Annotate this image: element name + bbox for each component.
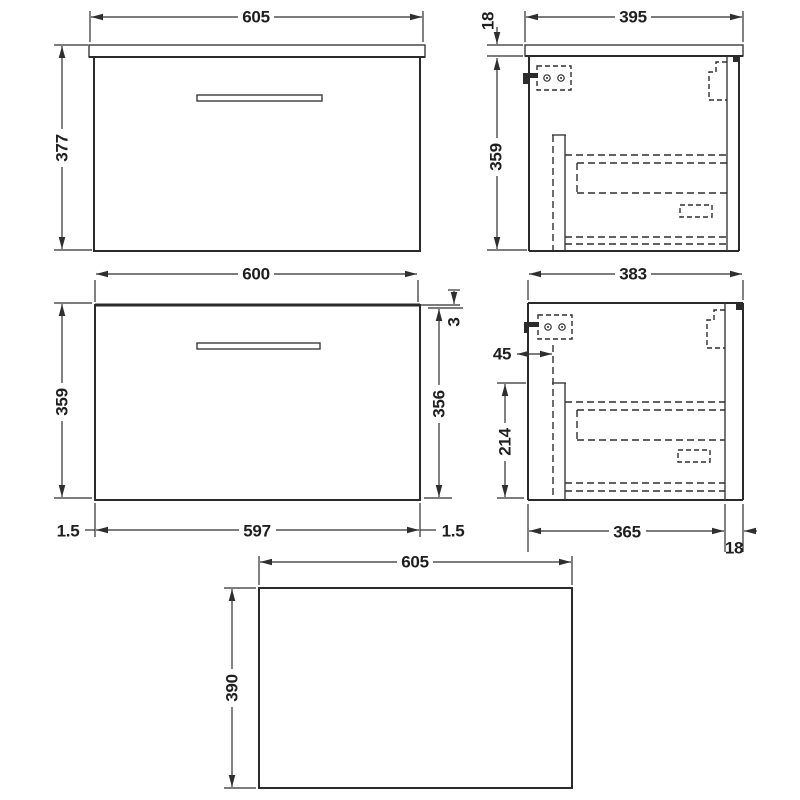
dim-label-front-panel-thickness: 18 xyxy=(724,538,744,558)
dim-label-body-depth: 365 xyxy=(613,522,641,542)
dim-plan-depth xyxy=(223,588,257,788)
side-view-carcass xyxy=(493,265,757,558)
dim-side-height xyxy=(487,58,528,250)
dim-label-drawer-front-height: 356 xyxy=(429,390,449,418)
front-fixing-hidden-2 xyxy=(707,310,725,348)
dim-label-carcass-height: 359 xyxy=(52,388,72,416)
dim-front-width xyxy=(90,8,423,43)
dim-body-depth xyxy=(528,504,757,558)
front-panel-top-block-2 xyxy=(736,303,743,310)
dim-carcass-width xyxy=(95,265,418,303)
dim-label-drawer-front-width: 597 xyxy=(243,521,271,541)
cabinet-front-outline xyxy=(94,57,420,251)
bracket-hook-2 xyxy=(524,322,539,333)
dim-label-plan-depth: 390 xyxy=(222,674,242,702)
dim-label-front-height: 377 xyxy=(52,134,72,162)
dim-label-carcass-width: 600 xyxy=(242,264,270,284)
front-panel-top-block xyxy=(733,56,740,62)
dim-carcass-height xyxy=(53,303,93,498)
dim-bracket-offset xyxy=(493,345,552,364)
dim-carcass-depth xyxy=(528,265,743,301)
drawer-box-hidden-side xyxy=(552,135,727,250)
dim-drawer-front-height xyxy=(424,308,463,498)
worktop-side xyxy=(525,45,743,56)
dim-worktop-thickness xyxy=(479,12,524,56)
drawer-box-hidden-side-2 xyxy=(552,345,725,499)
dim-side-depth xyxy=(525,8,743,43)
dim-label-bracket-offset: 45 xyxy=(492,344,512,364)
plan-outline xyxy=(259,588,572,788)
wall-bracket-side-2 xyxy=(524,315,572,339)
dim-label-drawer-box-height: 214 xyxy=(495,428,515,456)
dim-label-worktop-thickness: 18 xyxy=(478,11,498,31)
dim-label-side-gap-right: 1.5 xyxy=(441,521,465,541)
carcass-front-outline xyxy=(95,305,420,500)
dim-label-plan-width: 605 xyxy=(401,552,429,572)
plan-view xyxy=(223,553,573,789)
drawer-handle-front xyxy=(197,95,322,101)
dim-label-side-gap-left: 1.5 xyxy=(56,521,80,541)
front-view-with-worktop xyxy=(53,8,426,252)
dim-label-carcass-depth: 383 xyxy=(619,264,647,284)
side-view-with-worktop xyxy=(479,8,744,252)
wall-bracket-side xyxy=(523,66,571,90)
dim-label-front-width: 605 xyxy=(242,7,270,27)
drawer-runner-slot-2 xyxy=(678,450,710,462)
worktop-front xyxy=(89,45,425,57)
dim-label-top-gap: 3 xyxy=(444,317,464,327)
dim-drawer-box-height xyxy=(496,383,527,498)
dim-drawer-front-width xyxy=(57,503,465,541)
drawer-runner-slot xyxy=(680,205,712,217)
dim-label-side-height: 359 xyxy=(486,143,506,171)
dim-plan-width xyxy=(259,553,572,586)
bracket-hook xyxy=(523,73,538,84)
front-view-carcass xyxy=(53,265,465,541)
dim-front-height xyxy=(53,45,93,250)
drawer-handle-front-2 xyxy=(197,343,320,349)
dim-label-side-depth: 395 xyxy=(619,7,647,27)
front-fixing-hidden xyxy=(709,62,727,100)
